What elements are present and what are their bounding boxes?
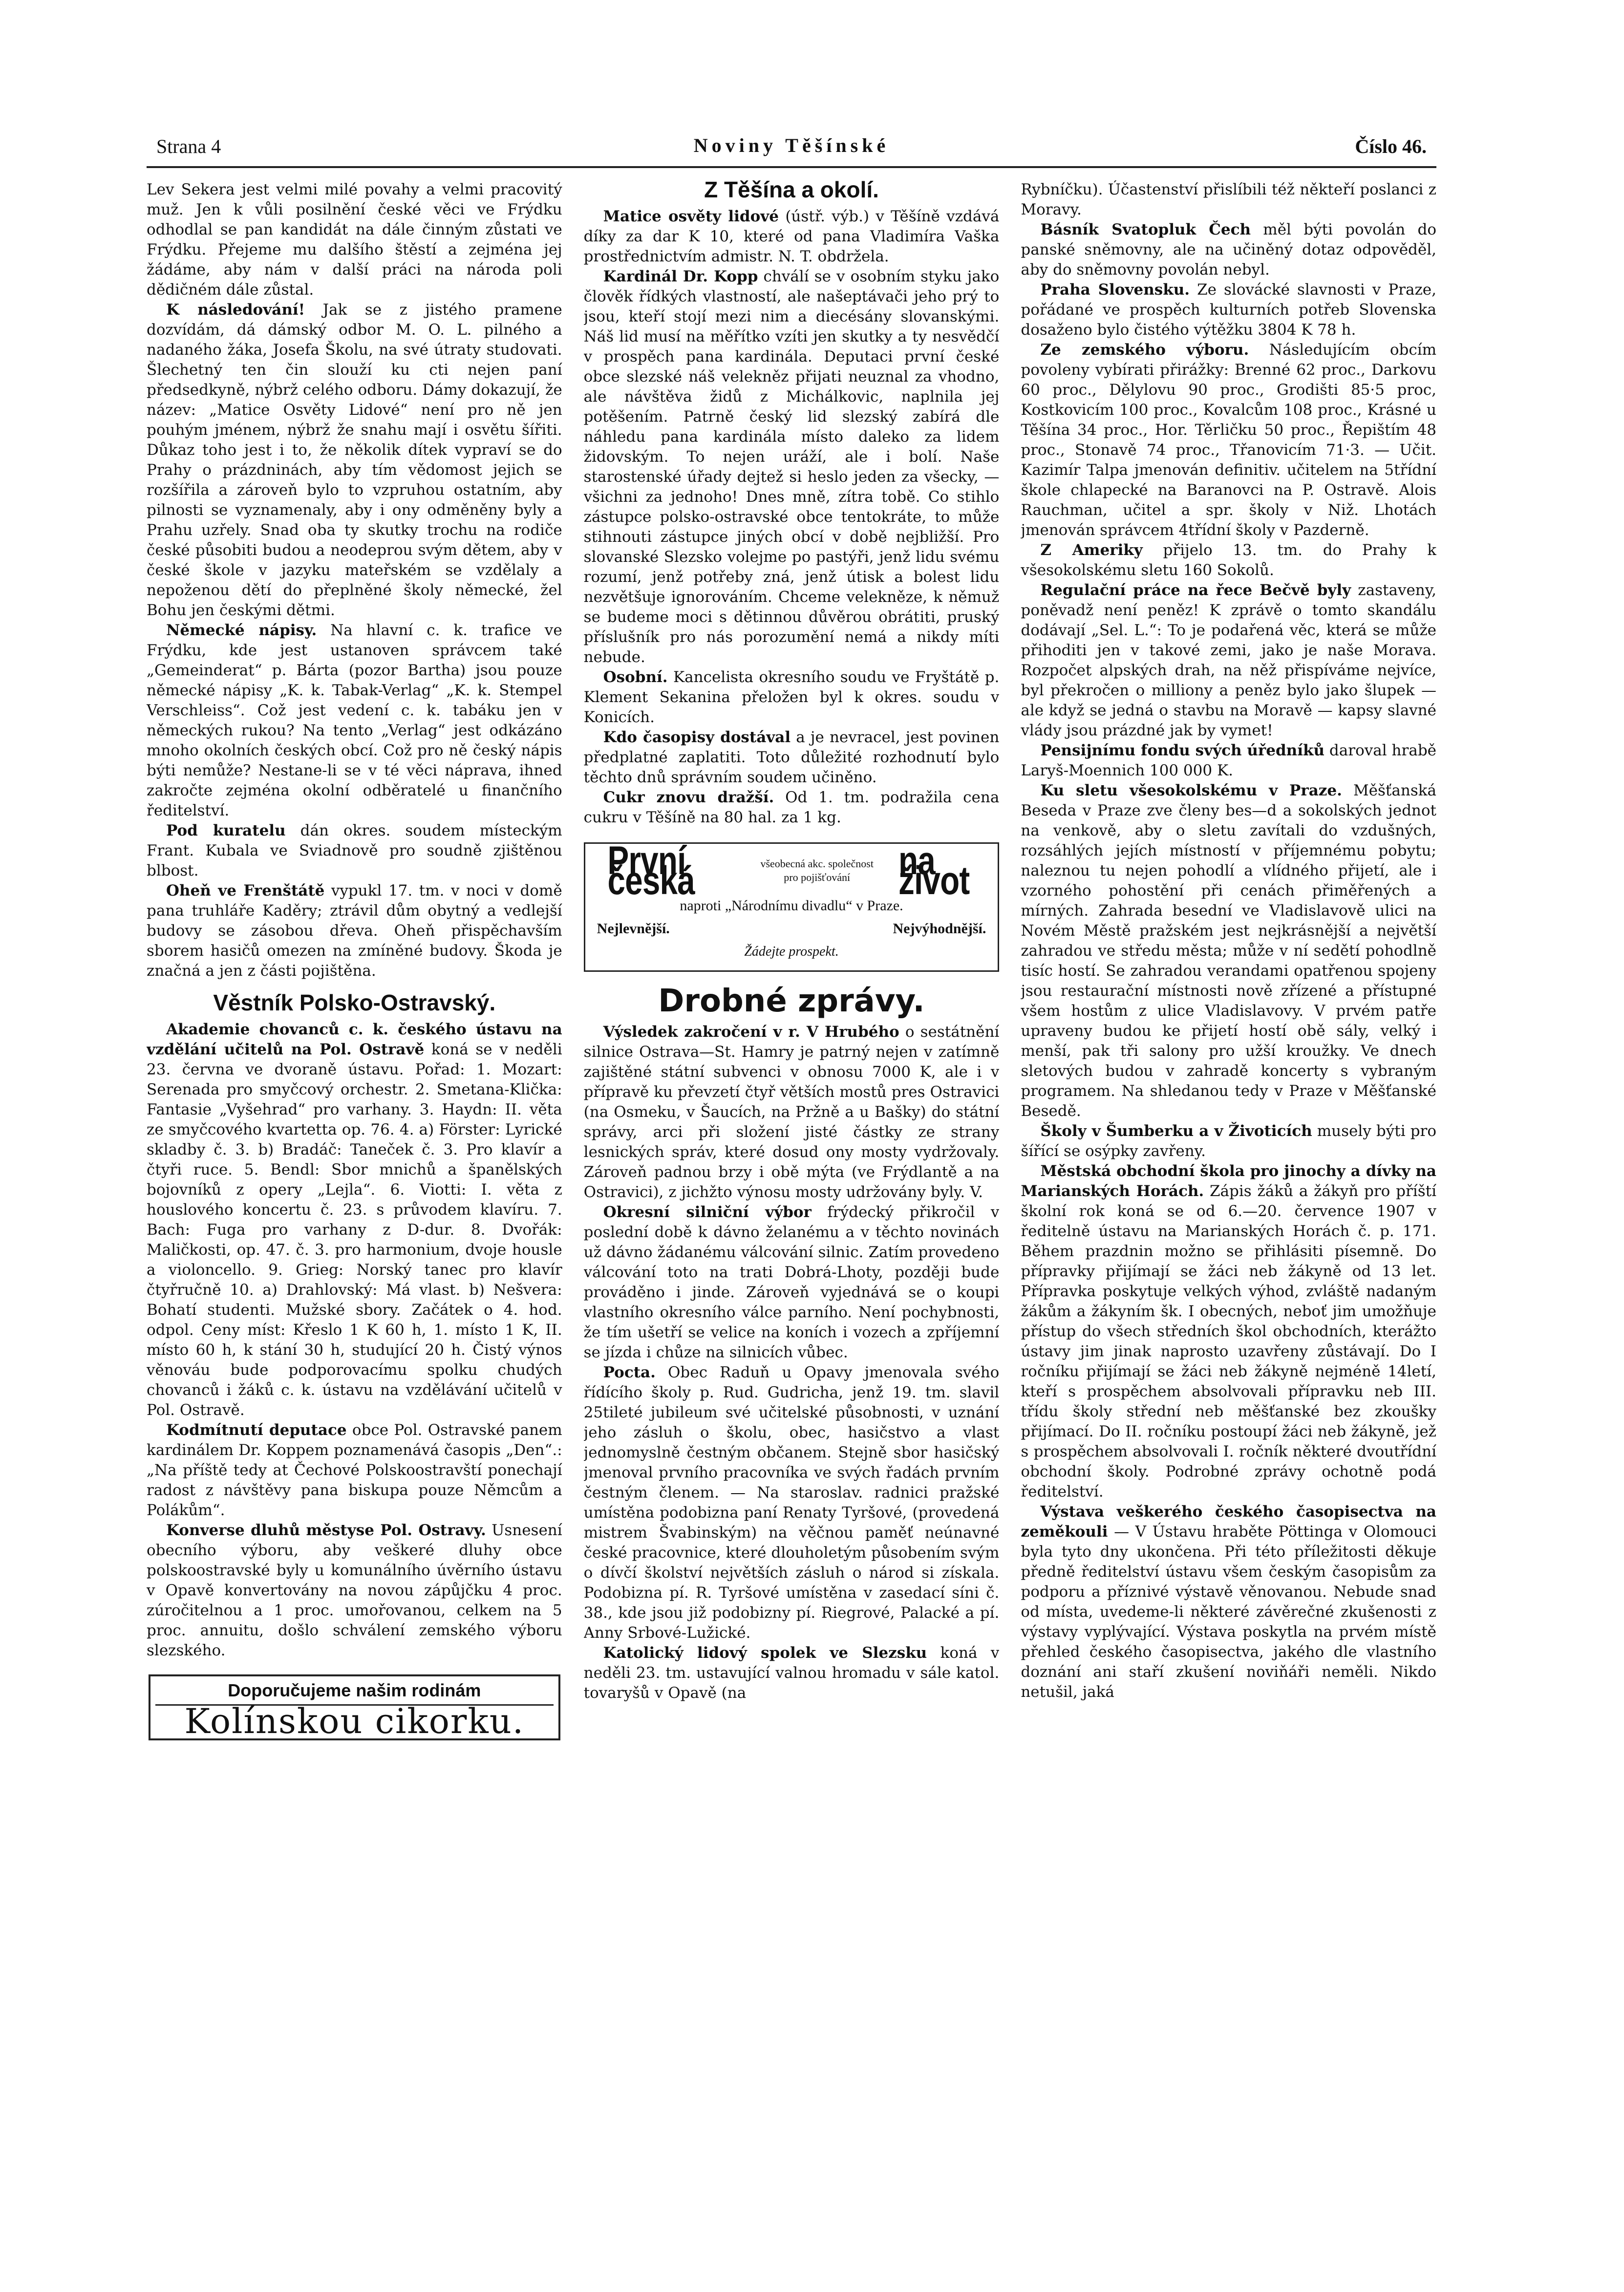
ad-brand-left: První česká	[607, 838, 695, 903]
ad-slogan-left: Nejlevnější.	[597, 921, 670, 937]
article-paragraph	[147, 881, 562, 981]
article-lead: Kdo časopisy dostával	[603, 728, 791, 746]
header-rule	[147, 166, 1436, 168]
article-paragraph	[1021, 1161, 1436, 1502]
page-header	[147, 132, 1436, 166]
article-paragraph	[1021, 540, 1436, 580]
article-text: měl býti povolán do panské sněmovny, ale na učiněný dotaz odpověděl, aby do sněmovny povolán nebyl.	[1021, 221, 1437, 278]
ad-heading: Doporučujeme našim rodinám	[155, 1680, 554, 1706]
section-title: Věstník Polsko-Ostravský.	[213, 990, 496, 1015]
article-text: Na hlavní c. k. trafice ve Frýdku, kde jest ustanoven správcem také „Gemeinderat“ p. Bárta (pozor Bartha) jsou pouze německé nápisy „K. k. Tabak-Verlag“ „K. k. Stempel Verschleiss“. Což jest vedení c. k. tabáku jen v německých rukou? Na tento „Verlag“ jest odkázáno mnoho okolních českých obcí. Což pro ně český nápis býti nemůže? Nestane-li se v té věci náprava, ihned zakročte zejména okolní odběratelé u finančního ředitelství.	[147, 621, 562, 819]
article-text: Následujícím obcím povoleny vybírati přirážky: Brenné 62 proc., Darkovu 60 proc., Dělylovu 90 proc., Grodišti 85·5 proc, Kostkovicím 100 proc., Kovalcům 108 proc., Krásné u Těšína 34 proc., Hor. Těrličku 50 proc., Řepištím 48 proc., Stonavě 74 proc., Třanovicím 71·3. — Učit. Kazimír Talpa jmenován definitiv. učitelem na 5třídní škole chlapecké na Baranovci na P. Ostravě. Alois Rauchman, učitel a spr. školy v Niž. Lhotách jmenován správcem 4třídní školy v Pazderně.	[1021, 341, 1437, 539]
issue-number: Číslo 46.	[1355, 135, 1427, 157]
article-lead: Katolický lidový spolek ve Slezsku	[603, 1644, 927, 1662]
article-lead: Konverse dluhů městyse Pol. Ostravy.	[166, 1521, 486, 1539]
article-text: Kancelista okresního soudu ve Fryštátě p. Klement Sekanina přeložen byl k okres. soudu v Konicích.	[583, 668, 1000, 726]
article-paragraph	[147, 621, 562, 821]
article-lead: Praha Slovensku.	[1040, 281, 1190, 299]
article-lead: Matice osvěty lidové	[603, 208, 779, 225]
insurance-advertisement	[584, 838, 1000, 972]
article-lead: Školy v Šumberku a v Životicích	[1040, 1122, 1312, 1140]
article-text: obce Pol. Ostravské panem kardinálem Dr. Koppem poznamenává časopis „Den“.: „Na příště tedy at Čechové Polskoostravští ponechají radost z návštěvy pana biskupa pouze Němcům a Polákům“.	[147, 1421, 562, 1519]
ad-brand-right: na život	[898, 838, 970, 903]
article-paragraph	[1021, 1121, 1436, 1161]
article-text: vypukl 17. tm. v noci v domě pana truhláře Kaděry; ztrávil dům obytný a vedlejší budovy se zásobou dřeva. Oheň přispěchavším sborem hasičů omezen na zmíněné budovy. Škoda je značná a jen z části pojištěna.	[147, 882, 562, 980]
article-paragraph	[1021, 741, 1436, 781]
article-lead: Cukr znovu dražší.	[603, 789, 774, 806]
article-text: a je nevracel, jest povinen předplatné zaplatiti. Toto důležité rozhodnutí bylo těchto dnů správním soudem učiněno.	[583, 728, 1000, 786]
article-lead: Městská obchodní škola pro jinochy a dívky na Marianských Horách.	[1021, 1162, 1437, 1200]
ad-footer: Žádejte prospekt.	[744, 944, 839, 959]
article-paragraph	[1021, 580, 1436, 741]
article-paragraph	[147, 1020, 562, 1420]
article-text: koná se v neděli 23. června ve dvoraně ústavu. Pořad: 1. Mozart: Serenada pro smyčcový orchestr. 2. Smetana-Klička: Fantasie „Vyšehrad“ pro varhany. 3. Haydn: II. věta ze smyčcového kvartetta op. 76. 4. a) Förster: Lyrické skladby č. 3. b) Bradáč: Taneček č. 3. Pro klavír a čtyři ruce. 5. Bendl: Sbor mnichů a španělských bojovníků z opery „Lejla“. 6. Viotti: I. věta z houslového koncertu č. 23. s průvodem klavíru. 7. Bach: Fuga pro varhany z D-dur. 8. Dvořák: Maličkosti, op. 47. č. 3. pro harmonium, dvoje housle a violoncello. 9. Grieg: Norský tanec pro klavír čtyřručně 10. a) Drahlovský: Má vlast. b) Nešvera: Bohatí studenti. Mužské sbory. Začátek o 4. hod. odpol. Ceny míst: Křeslo 1 K 60 h, 1. místo 1 K, II. místo 60 h, k stání 30 h, studující 20 h. Čistý výnos věnováu bude podporovacímu spolku chudých chovanců i žáků c. k. ústavu na vzdělávání učitelů v Pol. Ostravě.	[147, 1041, 562, 1419]
newspaper-title: Noviny Těšínské	[693, 134, 890, 156]
article-text: frýdecký přikročil v poslední době k dávno želanému a v těchto novinách už dávno žádanému válcování silnic. Zatím provedeno válcování toto na trati Dobrá-Lhoty, později bude prováděno i jinde. Zároveň vyjednává se o koupi vlastního okresního válce parního. Není pochybnosti, že tím ušetří se velice na koních i vozech a zpříjemní se jízda i chůze na silnicích vůbec.	[583, 1203, 1000, 1361]
article-lead: Ze zemského výboru.	[1040, 341, 1249, 359]
article-paragraph	[1021, 220, 1436, 280]
article-paragraph	[1021, 340, 1436, 540]
column-left	[147, 180, 562, 2163]
article-paragraph	[147, 1521, 562, 1661]
ad-product: Kolínskou cikorku.	[184, 1701, 525, 1741]
section-title: Drobné zprávy.	[658, 983, 925, 1019]
article-paragraph	[584, 1202, 1000, 1363]
article-paragraph	[147, 1420, 562, 1521]
article-paragraph	[584, 207, 1000, 267]
article-text: o sestátnění silnice Ostrava—St. Hamry je patrný nejen v zatímně zajištěné státní subvenci v obnosu 7000 K, ale i v přípravě ku převzetí čtyř větších mostů pres Ostravici (na Osmeku, v Šaucích, na Pržně a u Bašky) do státní správy, arci při složení jisté částky ze strany lesnických správ, které dosud ony mosty vydržovaly. Zároveň padnou brzy i obě mýta (ve Frýdlantě a na Ostravici), z jichžto výnosu mosty udržovány byly. V.	[583, 1023, 1000, 1201]
article-paragraph	[1021, 280, 1436, 340]
newspaper-page	[147, 132, 1436, 2184]
column-right	[1021, 180, 1436, 2163]
article-lead: Pod kuratelu	[166, 822, 286, 839]
article-lead: K následování!	[166, 301, 305, 319]
article-text: Obec Raduň u Opavy jmenovala svého řídícího školy p. Rud. Gudricha, jenž 19. tm. slavil 25tileté jubileum své učitelské působnosti, v uznání jeho zásluh o školu, obec, hasičstvo a vlast jednomyslně čestným občanem. Stejně sbor hasičský jmenoval prvního pracovníka ve svých řadách prvním čestným členem. — Na staroslav. radnici pražské umístěna podobizna paní Renaty Tyršové, (provedená mistrem Švabinským) na věčnou paměť neúnavné české pracovnice, které dlouholetým působením svým o dívčí školství největších zásluh o národ si získala. Podobizna pí. R. Tyršové umístěna v zasedací síni č. 38., kde jsou již podobizny pí. Riegrové, Palacké a pí. Anny Srbové-Lužické.	[583, 1364, 1000, 1642]
article-text: Ze slovácké slavnosti v Praze, pořádané ve prospěch kulturních potřeb Slovenska dosaženo bylo čistého výtěžku 3804 K 78 h.	[1021, 281, 1437, 339]
article-lead: Z Ameriky	[1040, 541, 1143, 559]
article-paragraph	[147, 821, 562, 881]
article-paragraph	[584, 667, 1000, 728]
article-text: Od 1. tm. podražila cena cukru v Těšíně na 80 hal. za 1 kg.	[583, 789, 1000, 826]
article-text: dán okres. soudem místeckým Frant. Kubala ve Sviadnově pro soudně zjištěnou blbost.	[147, 822, 562, 879]
column-middle	[584, 180, 1000, 2163]
chicory-advertisement	[149, 1674, 560, 1740]
article-lead: Pocta.	[603, 1364, 656, 1381]
ad-address: naproti „Národnímu divadlu“ v Praze.	[680, 898, 903, 914]
article-text: Usnesení obecního výboru, aby veškeré dluhy obce polskoostravské byly u komunálního úvěrního ústavu v Opavě konvertovány na novou zápůjčku 4 proc. zúročitelnou a 1 proc. umořovanou, celkem na 5 proc. annuitu, došlo schválení zemského výboru slezského.	[147, 1521, 562, 1659]
article-lead: Osobní.	[603, 668, 668, 686]
article-text: koná v neděli 23. tm. ustavující valnou hromadu v sále katol. tovaryšů v Opavě (na	[583, 1644, 1000, 1702]
article-lead: Akademie chovanců c. k. českého ústavu na vzdělání učitelů na Pol. Ostravě	[147, 1021, 562, 1058]
article-lead: Výstava veškerého českého časopisectva na zeměkouli	[1021, 1503, 1437, 1541]
article-paragraph	[584, 788, 1000, 828]
article-paragraph	[584, 1363, 1000, 1643]
article-paragraph	[584, 728, 1000, 788]
ad-company-type: všeobecná akc. společnost pro pojišťování	[760, 857, 874, 883]
article-paragraph	[584, 1022, 1000, 1202]
article-text: Měšťanská Beseda v Praze zve členy bes—d a sokolských jednot na venkově, aby o sletu zavítali do vzdušných, rozsáhlých jejích místností v příjemnému pobytu; naleznou tu nejen pohodlí a vlídného přijetí, ale i vzorného pohostění při cenách přiměřených a mírných. Zahrada besední ve Vladislavově ulici na Novém Městě pražském jest nejkrásnější a největší zahradou ve středu města; může v ní sedětí pohodlně tisíc hostí. Se zahradou verandami opatřenou spojeny jsou restaurační místnosti nově zřízené a přístupné všem hostům z ulice Vladislavovy. V prvém patře upraveny budou ke přijetí hostí obě sály, velký i menší, pak tři salony pro užší kroužky. Ve dnech sletových budou v zahradě koncerty s vybraným programem. Na shledanou tedy v Praze v Měšťanské Besedě.	[1021, 782, 1437, 1120]
article-paragraph: Lev Sekera jest velmi milé povahy a velmi pracovitý muž. Jen k vůli posilnění české věci ve Frýdku odhodlal se pan kandidát na dále činným zůstati ve Frýdku. Přejeme mu dalšího štěstí a zejména jej žádáme, aby nám v další práci na národa poli dědičném dále zůstal.	[147, 181, 562, 299]
article-paragraph	[1021, 1502, 1436, 1702]
article-lead: Básník Svatopluk Čech	[1040, 221, 1251, 238]
article-lead: Regulační práce na řece Bečvě byly	[1040, 581, 1351, 599]
article-lead: Okresní silniční výbor	[603, 1203, 812, 1221]
article-text: daroval hrabě Laryš-Moennich 100 000 K.	[1021, 742, 1437, 779]
ad-slogan-right: Nejvýhodnější.	[893, 921, 986, 937]
article-text: musely býti pro šířící se osýpky zavřeny.	[1021, 1122, 1437, 1160]
page-number: Strana 4	[156, 135, 221, 157]
article-lead: Pensijnímu fondu svých úředníků	[1040, 742, 1325, 759]
article-lead: Kardinál Dr. Kopp	[603, 268, 758, 285]
article-lead: Kodmítnutí deputace	[166, 1421, 347, 1439]
article-text: přijelo 13. tm. do Prahy k všesokolskému sletu 160 Sokolů.	[1021, 541, 1437, 579]
article-text: chválí se v osobním styku jako člověk řídkých vlastností, ale našeptávači jeho prý to jsou, kteří stojí mezi nim a diecésány slovanskými. Náš lid musí na měřítko vzíti jen skutky a ty nesvědčí v prospěch pana kardinála. Deputaci první české obce slezské náš velekněz přijati neuznal za vhodno, ale návštěva židů z Michálkovic, naplnila jej potěšením. Patrně český lid slezský zabírá dle náhledu pana kardinála místo daleko za lidem židovským. To nejen uráží, ale i bolí. Naše starostenské úřady dejtež si heslo jeden za všecky, — všichni za jednoho! Dnes mně, zítra tobě. Co stihlo zástupce polsko-ostravské obce tentokráte, to může stihnouti zástupce jiných obcí v době nejbližší. Pro slovanské Slezsko volejme po pastýři, jenž lidu svému rozumí, jenž potřeby zná, jenž útisk a bolest lidu nezvětšuje ignorováním. Chceme velekněze, k němuž se budeme moci s dětinnou důvěrou obrátiti, pruský příslušník pro nás porozumění nemá a nikdy míti nebude.	[583, 268, 1000, 666]
article-text: zastaveny, poněvadž není peněz! K zprávě o tomto skandálu dodávají „Sel. L.“: To je podařená věc, která se může přihoditi jen v takové zemi, jako je naše Morava. Rozpočet alpských drah, na něž přispíváme nejvíce, byl překročen o milliony a peněz bylo jako šlupek — ale když se jedná o stavbu na Moravě — kapsy slavné vlády jsou prázdné jak by vymet!	[1021, 581, 1437, 739]
article-lead: Výsledek zakročení v r. V Hrubého	[603, 1023, 899, 1041]
section-title: Z Těšína a okolí.	[704, 180, 879, 202]
article-paragraph	[147, 300, 562, 621]
article-text: Zápis žáků a žákyň pro příští školní rok koná se od 6.—20. července 1907 v ředitelně ústavu na Marianských Horách č. p. 171. Během prazdnin možno se přihlásiti písemně. Do přípravky přijímají se žáci neb žákyně od 13 let. Přípravka poskytuje velkých výhod, zvláště nadaným žákům a žákyním šk. I obecných, neboť jim umožňuje přístup do všech středních škol obchodních, kterážto ústavy jim jinak naprosto uzavřeny zůstávají. Do I ročníku přijímají se žáci neb žákyně nejméně 14letí, kteří s prospěchem absolvovali přípravku neb III. třídu školy střední neb měšťanské bez zkoušky přijímací. Do II. ročníku postoupí žáci neb žákyně, jež s prospěchem absolvovali I. ročník některé dvoutřídní obchodní školy. Podrobné zprávy ochotně podá ředitelství.	[1021, 1182, 1437, 1500]
article-paragraph	[584, 1643, 1000, 1703]
article-text: (ústř. výb.) v Těšíně vzdává díky za dar K 10, které od pana Vladimíra Vaška prostřednictvím admistr. N. T. obdržela.	[583, 208, 1000, 265]
article-text: Jak se z jistého pramene dozvídám, dá dámský odbor M. O. L. pilného a nadaného žáka, Josefa Školu, na své útraty studovati. Šlechetný ten čin slouží ku cti nejen paní předsedkyně, nýbrž celého odboru. Dámy dokazují, že název: „Matice Osvěty Lidové“ není pro ně jen pouhým jménem, nýbrž že snahu mají i osvětu šířiti. Důkaz toho jest i to, že několik dítek vypraví se do Prahy o prázdninách, aby tím vědomost jejich se rozšířila a zároveň bylo to vzpruhou ostatním, aby pilnosti se vyznamenaly, aby i ony odměněny byly a Prahu uzřely. Snad oba ty skutky trochu na rodiče české působiti budou a neodeprou svým dětem, aby v české škole v jazyku mateřském se vzdělaly a nepoženou dětí do přeplněné školy německé, žel Bohu jen českými dětmi.	[147, 301, 562, 619]
article-lead: Německé nápisy.	[166, 621, 317, 639]
article-paragraph: Rybníčku). Účastenství přislíbili též někteří poslanci z Moravy.	[1021, 181, 1437, 218]
article-text: — V Ústavu hraběte Pöttinga v Olomouci byla tyto dny ukončena. Při této příležitosti děkuje předně ředitelství ústavu všem českým časopisům za podporu a příznivé výstavě věnovanou. Nebude snad od místa, uvedeme-li některé závěrečné zkušenosti z výstavy vyplývající. Výstava poskytla na prvém místě přehled českého časopisectva, jakého dle vlastního doznání ani staří zkušení noviňáři neměli. Nikdo netušil, jaká	[1021, 1523, 1437, 1701]
article-lead: Oheň ve Frenštátě	[166, 882, 325, 900]
article-lead: Ku sletu všesokolskému v Praze.	[1040, 782, 1342, 799]
article-paragraph	[1021, 781, 1436, 1121]
article-paragraph	[584, 267, 1000, 667]
